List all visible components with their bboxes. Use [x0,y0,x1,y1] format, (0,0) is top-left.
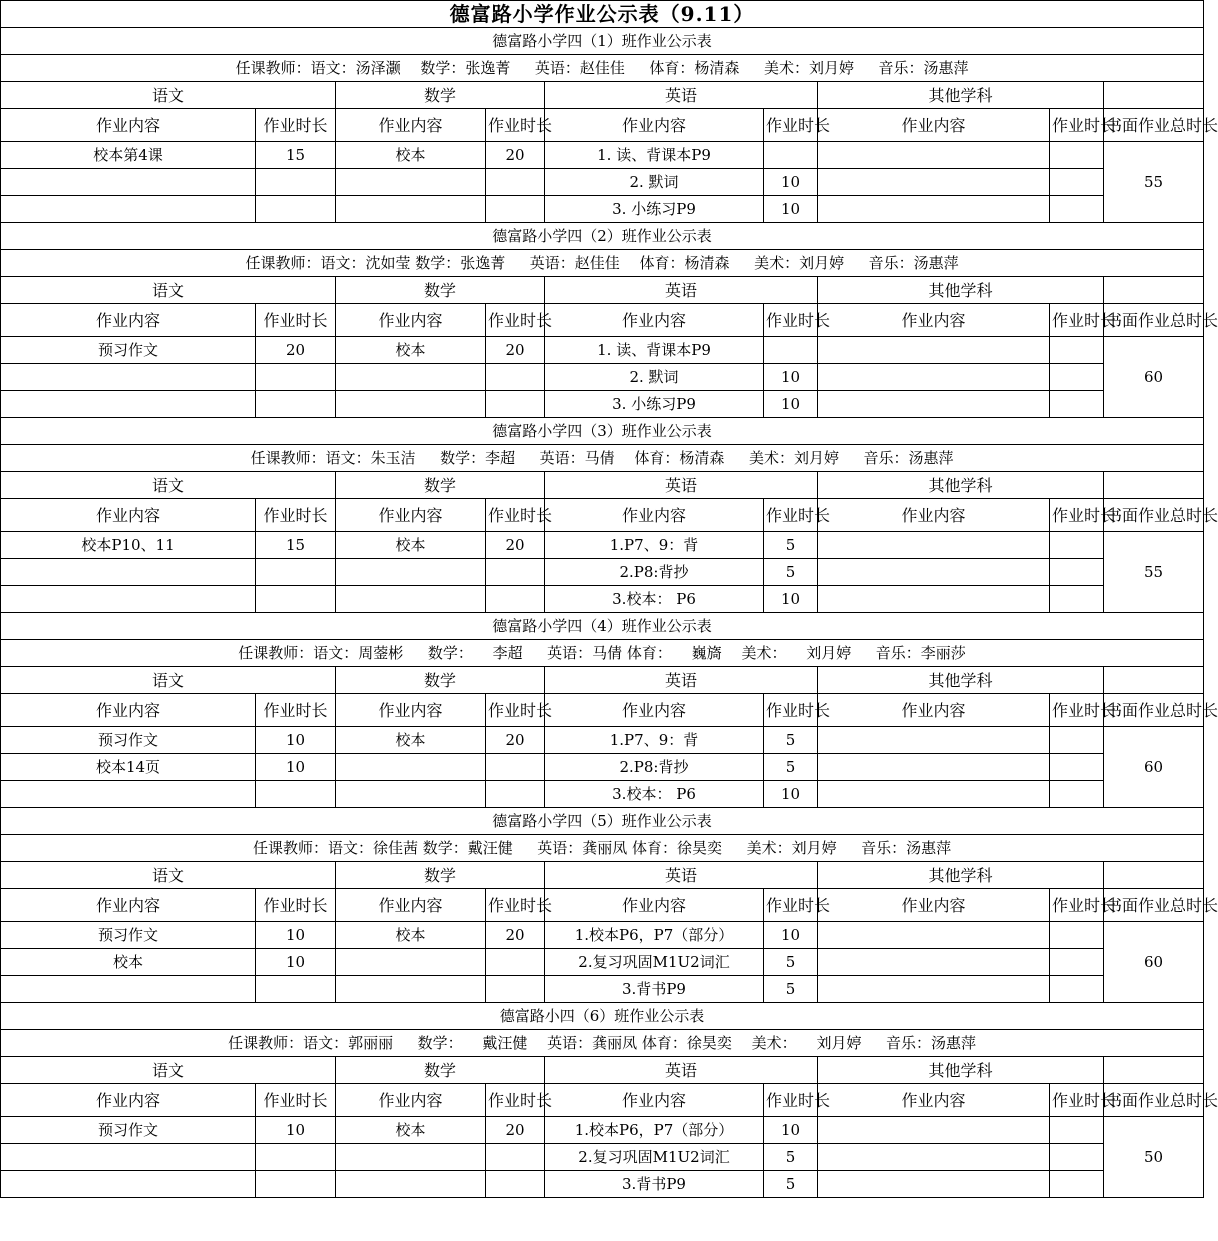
english-duration: 10 [764,1117,818,1144]
chinese-duration [256,1144,336,1171]
col-content: 作业内容 [336,1084,486,1117]
col-content: 作业内容 [818,1084,1050,1117]
table-row [1,922,1204,949]
table-row [1,754,1204,781]
math-duration: 20 [486,142,545,169]
math-content: 校本 [336,922,486,949]
chinese-content [1,364,256,391]
class-title: 德富路小学四（2）班作业公示表 [1,223,1204,250]
math-content [336,949,486,976]
subject-english: 英语 [545,862,818,889]
other-duration [1050,169,1104,196]
table-row [1,277,1204,304]
total-duration: 50 [1104,1117,1204,1198]
math-content [336,364,486,391]
chinese-duration [256,976,336,1003]
subject-english: 英语 [545,277,818,304]
chinese-duration [256,364,336,391]
math-content: 校本 [336,1117,486,1144]
col-duration: 作业时长 [486,694,545,727]
table-row [1,1003,1204,1030]
class-title: 德富路小学四（4）班作业公示表 [1,613,1204,640]
chinese-content: 预习作文 [1,1117,256,1144]
chinese-duration [256,559,336,586]
col-content: 作业内容 [336,499,486,532]
col-duration: 作业时长 [486,889,545,922]
english-content: 2.复习巩固M1U2词汇 [545,1144,764,1171]
math-duration [486,391,545,418]
table-row [1,391,1204,418]
subject-english: 英语 [545,472,818,499]
math-duration [486,1171,545,1198]
col-content: 作业内容 [1,889,256,922]
chinese-duration [256,391,336,418]
col-content: 作业内容 [818,304,1050,337]
table-row [1,532,1204,559]
total-duration: 60 [1104,727,1204,808]
table-row [1,781,1204,808]
table-row [1,808,1204,835]
english-duration: 5 [764,727,818,754]
col-duration: 作业时长 [764,499,818,532]
other-content [818,727,1050,754]
chinese-content: 校本14页 [1,754,256,781]
english-content: 2.P8:背抄 [545,754,764,781]
table-row [1,694,1204,727]
english-duration: 10 [764,364,818,391]
col-content: 作业内容 [545,304,764,337]
empty-cell [1104,1057,1204,1084]
teacher-list: 任课教师：语文：朱玉洁 数学：李超 英语：马倩 体育：杨清森 美术：刘月婷 音乐：汤惠萍 [1,445,1204,472]
english-duration: 10 [764,781,818,808]
col-content: 作业内容 [1,499,256,532]
subject-math: 数学 [336,1057,545,1084]
english-content: 1. 读、背课本P9 [545,142,764,169]
col-content: 作业内容 [336,109,486,142]
subject-math: 数学 [336,472,545,499]
other-content [818,391,1050,418]
table-row [1,667,1204,694]
math-content [336,1171,486,1198]
subject-other: 其他学科 [818,82,1104,109]
teacher-list: 任课教师：语文：沈如莹 数学：张逸菁 英语：赵佳佳 体育：杨清森 美术：刘月婷 音乐：汤惠萍 [1,250,1204,277]
math-duration: 20 [486,1117,545,1144]
table-row [1,889,1204,922]
col-total: 书面作业总时长 [1104,694,1204,727]
table-row [1,250,1204,277]
table-row [1,1144,1204,1171]
subject-chinese: 语文 [1,1057,336,1084]
teacher-list: 任课教师：语文：徐佳茜 数学：戴汪健 英语：龚丽凤 体育：徐昊奕 美术：刘月婷 音乐：汤惠萍 [1,835,1204,862]
table-row [1,337,1204,364]
subject-math: 数学 [336,667,545,694]
table-row [1,499,1204,532]
other-duration [1050,196,1104,223]
page-title: 德富路小学作业公示表（9.11） [1,1,1204,28]
english-duration: 5 [764,1171,818,1198]
english-content: 1.校本P6，P7（部分） [545,922,764,949]
col-content: 作业内容 [545,889,764,922]
table-row [1,28,1204,55]
chinese-content [1,976,256,1003]
subject-math: 数学 [336,82,545,109]
english-content: 1. 读、背课本P9 [545,337,764,364]
math-duration: 20 [486,727,545,754]
col-duration: 作业时长 [1050,889,1104,922]
chinese-content [1,196,256,223]
math-content [336,559,486,586]
english-content: 2.复习巩固M1U2词汇 [545,949,764,976]
other-content [818,196,1050,223]
col-duration: 作业时长 [256,889,336,922]
math-content: 校本 [336,727,486,754]
table-row [1,727,1204,754]
subject-other: 其他学科 [818,862,1104,889]
col-duration: 作业时长 [486,1084,545,1117]
other-content [818,364,1050,391]
math-duration [486,559,545,586]
english-content: 3.校本： P6 [545,586,764,613]
table-row [1,949,1204,976]
col-content: 作业内容 [1,694,256,727]
table-row [1,640,1204,667]
english-duration: 10 [764,586,818,613]
math-content [336,1144,486,1171]
col-duration: 作业时长 [764,109,818,142]
col-total: 书面作业总时长 [1104,109,1204,142]
col-content: 作业内容 [545,694,764,727]
subject-chinese: 语文 [1,82,336,109]
other-content [818,949,1050,976]
chinese-duration [256,586,336,613]
english-content: 3. 小练习P9 [545,196,764,223]
col-content: 作业内容 [1,1084,256,1117]
class-title: 德富路小四（6）班作业公示表 [1,1003,1204,1030]
col-duration: 作业时长 [486,109,545,142]
table-row [1,1030,1204,1057]
table-row [1,169,1204,196]
empty-cell [1104,667,1204,694]
math-content [336,754,486,781]
math-content: 校本 [336,337,486,364]
table-row [1,418,1204,445]
subject-english: 英语 [545,1057,818,1084]
other-duration [1050,532,1104,559]
other-content [818,1171,1050,1198]
empty-cell [1104,862,1204,889]
other-duration [1050,727,1104,754]
col-duration: 作业时长 [256,499,336,532]
other-duration [1050,391,1104,418]
table-row [1,142,1204,169]
col-duration: 作业时长 [1050,499,1104,532]
teacher-list: 任课教师：语文：汤泽灏 数学：张逸菁 英语：赵佳佳 体育：杨清森 美术：刘月婷 音乐：汤惠萍 [1,55,1204,82]
english-duration: 5 [764,532,818,559]
teacher-list: 任课教师：语文：周蓥彬 数学： 李超 英语：马倩 体育： 巍旖 美术： 刘月婷 音乐：李丽莎 [1,640,1204,667]
math-content [336,391,486,418]
english-content: 1.P7、9：背 [545,727,764,754]
table-row [1,613,1204,640]
math-content [336,196,486,223]
chinese-content [1,1171,256,1198]
other-content [818,754,1050,781]
other-duration [1050,1117,1104,1144]
english-duration: 5 [764,754,818,781]
math-content: 校本 [336,532,486,559]
math-duration [486,169,545,196]
english-content: 1.校本P6，P7（部分） [545,1117,764,1144]
other-content [818,337,1050,364]
col-content: 作业内容 [818,694,1050,727]
other-duration [1050,559,1104,586]
subject-english: 英语 [545,667,818,694]
col-duration: 作业时长 [256,304,336,337]
col-duration: 作业时长 [256,694,336,727]
total-duration: 55 [1104,142,1204,223]
english-duration: 10 [764,196,818,223]
chinese-duration: 15 [256,532,336,559]
math-duration [486,781,545,808]
other-content [818,1117,1050,1144]
table-row [1,55,1204,82]
chinese-content [1,391,256,418]
chinese-content: 预习作文 [1,922,256,949]
chinese-duration [256,1171,336,1198]
empty-cell [1104,82,1204,109]
col-duration: 作业时长 [486,499,545,532]
col-content: 作业内容 [545,1084,764,1117]
col-duration: 作业时长 [764,694,818,727]
math-duration [486,196,545,223]
english-content: 3.背书P9 [545,1171,764,1198]
chinese-duration: 10 [256,754,336,781]
col-duration: 作业时长 [764,889,818,922]
english-content: 2. 默词 [545,169,764,196]
col-content: 作业内容 [1,109,256,142]
chinese-content: 校本P10、11 [1,532,256,559]
chinese-content [1,559,256,586]
table-row [1,1171,1204,1198]
math-content: 校本 [336,142,486,169]
math-duration: 20 [486,337,545,364]
subject-english: 英语 [545,82,818,109]
math-content [336,781,486,808]
math-duration: 20 [486,922,545,949]
col-duration: 作业时长 [764,1084,818,1117]
english-duration [764,337,818,364]
table-row [1,196,1204,223]
chinese-duration [256,196,336,223]
chinese-duration: 15 [256,142,336,169]
table-row [1,1057,1204,1084]
chinese-duration: 10 [256,727,336,754]
table-row [1,223,1204,250]
subject-chinese: 语文 [1,862,336,889]
other-content [818,169,1050,196]
other-duration [1050,754,1104,781]
subject-other: 其他学科 [818,472,1104,499]
table-row [1,364,1204,391]
chinese-duration: 10 [256,949,336,976]
math-content [336,586,486,613]
chinese-duration [256,169,336,196]
english-duration: 10 [764,391,818,418]
english-content: 3. 小练习P9 [545,391,764,418]
col-content: 作业内容 [1,304,256,337]
col-total: 书面作业总时长 [1104,499,1204,532]
subject-other: 其他学科 [818,277,1104,304]
table-row [1,445,1204,472]
math-duration [486,586,545,613]
col-content: 作业内容 [818,889,1050,922]
col-content: 作业内容 [545,109,764,142]
table-row [1,586,1204,613]
chinese-duration: 10 [256,922,336,949]
english-duration: 5 [764,949,818,976]
english-duration: 5 [764,976,818,1003]
empty-cell [1104,277,1204,304]
table-row [1,82,1204,109]
total-duration: 60 [1104,337,1204,418]
class-title: 德富路小学四（1）班作业公示表 [1,28,1204,55]
col-duration: 作业时长 [1050,1084,1104,1117]
other-content [818,142,1050,169]
english-duration: 10 [764,922,818,949]
col-duration: 作业时长 [1050,694,1104,727]
other-duration [1050,976,1104,1003]
english-content: 3.校本： P6 [545,781,764,808]
other-content [818,976,1050,1003]
chinese-content [1,169,256,196]
chinese-duration [256,781,336,808]
chinese-content [1,586,256,613]
col-duration: 作业时长 [256,1084,336,1117]
subject-math: 数学 [336,277,545,304]
english-content: 3.背书P9 [545,976,764,1003]
chinese-duration: 20 [256,337,336,364]
col-content: 作业内容 [545,499,764,532]
other-content [818,532,1050,559]
other-duration [1050,364,1104,391]
chinese-content: 预习作文 [1,337,256,364]
table-row [1,862,1204,889]
col-duration: 作业时长 [1050,109,1104,142]
table-row [1,472,1204,499]
col-total: 书面作业总时长 [1104,304,1204,337]
english-duration: 5 [764,559,818,586]
math-duration [486,364,545,391]
subject-other: 其他学科 [818,667,1104,694]
teacher-list: 任课教师：语文：郭丽丽 数学： 戴汪健 英语：龚丽凤 体育：徐昊奕 美术： 刘月婷 音乐：汤惠萍 [1,1030,1204,1057]
table-row [1,1117,1204,1144]
subject-other: 其他学科 [818,1057,1104,1084]
math-duration [486,754,545,781]
subject-chinese: 语文 [1,472,336,499]
chinese-content: 校本第4课 [1,142,256,169]
math-duration [486,949,545,976]
math-content [336,169,486,196]
subject-chinese: 语文 [1,667,336,694]
table-row [1,304,1204,337]
col-content: 作业内容 [336,304,486,337]
col-duration: 作业时长 [1050,304,1104,337]
math-duration [486,976,545,1003]
total-duration: 55 [1104,532,1204,613]
col-total: 书面作业总时长 [1104,1084,1204,1117]
total-duration: 60 [1104,922,1204,1003]
other-duration [1050,1171,1104,1198]
chinese-duration: 10 [256,1117,336,1144]
chinese-content [1,1144,256,1171]
col-content: 作业内容 [818,109,1050,142]
other-duration [1050,142,1104,169]
table-row [1,559,1204,586]
class-title: 德富路小学四（3）班作业公示表 [1,418,1204,445]
other-duration [1050,922,1104,949]
col-content: 作业内容 [818,499,1050,532]
chinese-content: 预习作文 [1,727,256,754]
chinese-content: 校本 [1,949,256,976]
table-row [1,109,1204,142]
subject-chinese: 语文 [1,277,336,304]
col-duration: 作业时长 [256,109,336,142]
math-content [336,976,486,1003]
english-duration: 10 [764,169,818,196]
other-duration [1050,949,1104,976]
other-duration [1050,781,1104,808]
other-content [818,781,1050,808]
english-duration: 5 [764,1144,818,1171]
class-title: 德富路小学四（5）班作业公示表 [1,808,1204,835]
col-duration: 作业时长 [486,304,545,337]
other-content [818,1144,1050,1171]
table-row [1,835,1204,862]
subject-math: 数学 [336,862,545,889]
english-content: 2. 默词 [545,364,764,391]
other-duration [1050,337,1104,364]
other-duration [1050,586,1104,613]
empty-cell [1104,472,1204,499]
chinese-content [1,781,256,808]
col-content: 作业内容 [336,694,486,727]
english-content: 2.P8:背抄 [545,559,764,586]
other-content [818,922,1050,949]
col-total: 书面作业总时长 [1104,889,1204,922]
other-duration [1050,1144,1104,1171]
table-row [1,976,1204,1003]
english-content: 1.P7、9：背 [545,532,764,559]
col-content: 作业内容 [336,889,486,922]
math-duration [486,1144,545,1171]
math-duration: 20 [486,532,545,559]
col-duration: 作业时长 [764,304,818,337]
english-duration [764,142,818,169]
other-content [818,586,1050,613]
table-row [1,1084,1204,1117]
other-content [818,559,1050,586]
